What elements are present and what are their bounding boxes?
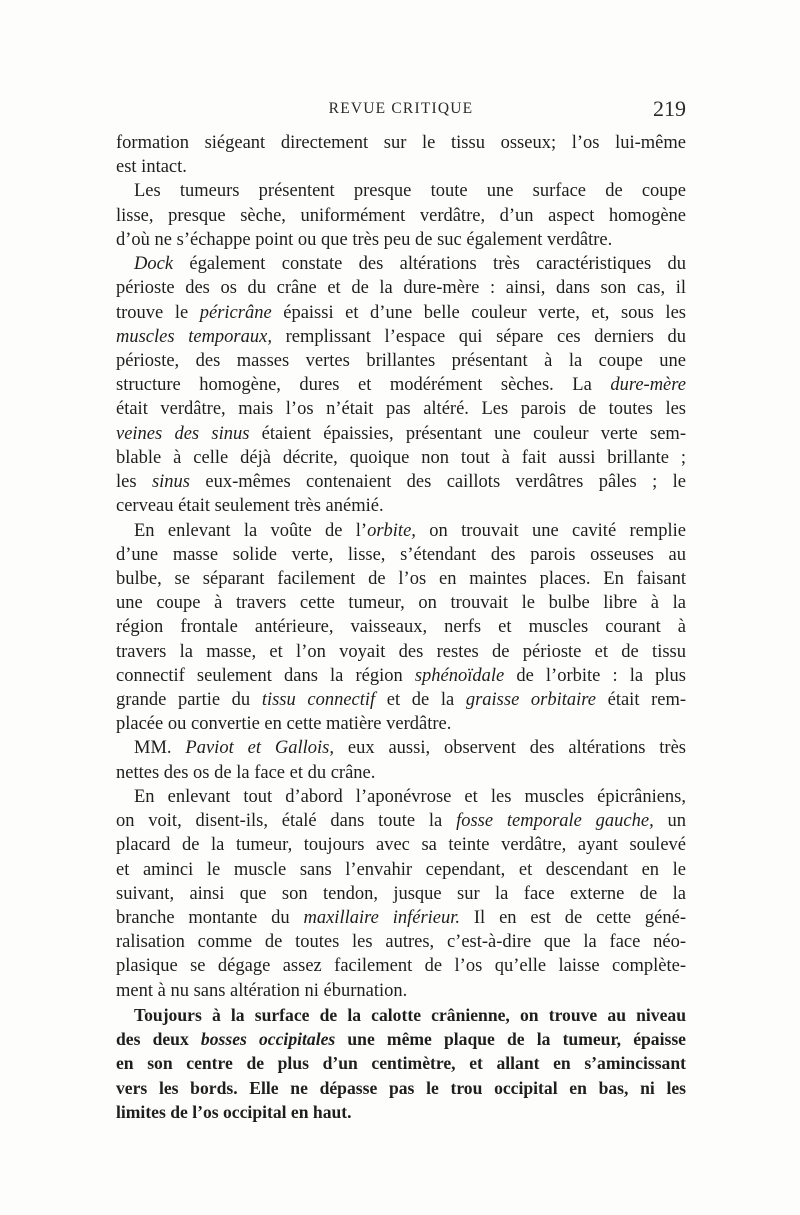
text-run: de l’orbite : la plus — [504, 665, 686, 686]
text-run: structure homogène, dures et modérément sèches. La — [116, 375, 611, 396]
italic-term: bosses occipitales — [200, 1029, 336, 1050]
text-line — [116, 349, 686, 373]
text-run: périoste des os du crâne et de la dure-mère : ainsi, dans son cas, il — [116, 278, 686, 299]
text-line — [116, 276, 686, 300]
text-run: travers la masse, et l’on voyait des restes de périoste et de tissu — [116, 641, 686, 662]
text-run: formation siégeant directement sur le tissu osseux; l’os lui-même — [116, 133, 686, 153]
italic-term: Paviot et Gallois, — [185, 738, 334, 759]
paragraph — [116, 519, 686, 737]
paragraph — [116, 131, 686, 179]
text-line — [116, 1100, 686, 1124]
text-run: branche montante du — [116, 908, 304, 928]
text-line — [116, 954, 686, 978]
italic-term: orbite, — [367, 520, 416, 541]
text-run: lisse, presque sèche, uniformément verdâtre, d’un aspect homogène — [116, 205, 686, 226]
text-run: les — [116, 472, 152, 493]
text-run: connectif seulement dans la région — [116, 665, 415, 686]
text-run: trouve le — [116, 302, 200, 323]
text-line — [116, 1003, 686, 1027]
text-run: suivant, ainsi que son tendon, jusque sur la face externe de la — [116, 883, 686, 904]
text-line — [116, 397, 686, 421]
text-line — [116, 301, 686, 325]
text-run: Il en est de cette géné- — [460, 908, 686, 928]
text-line — [116, 809, 686, 833]
text-line — [116, 591, 686, 615]
text-line — [116, 131, 686, 155]
text-line — [116, 688, 686, 712]
running-title: REVUE CRITIQUE — [328, 100, 474, 117]
text-line — [116, 882, 686, 906]
text-run: on voit, disent-ils, étalé dans toute la — [116, 811, 457, 832]
text-line — [116, 204, 686, 228]
italic-term: veines des sinus — [116, 423, 250, 444]
text-run: un — [653, 811, 686, 832]
text-run: étaient épaissies, présentant une couleur verte sem- — [249, 423, 686, 444]
paragraph — [116, 785, 686, 1003]
italic-term: muscles temporaux, — [116, 326, 272, 347]
text-line — [116, 179, 686, 203]
text-line — [116, 155, 686, 179]
italic-term: fosse temporale gauche, — [456, 811, 654, 832]
text-run: ralisation comme de toutes les autres, c’est-à-dire que la face néo- — [116, 932, 686, 953]
text-run: des deux — [116, 1029, 201, 1050]
text-run: remplissant l’espace qui sépare ces derniers du — [271, 326, 686, 347]
text-run: était rem- — [596, 690, 687, 711]
text-line — [116, 785, 686, 809]
text-line — [116, 567, 686, 591]
body-text — [116, 131, 686, 1124]
text-run: était verdâtre, mais l’os n’était pas altéré. Les parois de toutes les — [116, 399, 686, 420]
text-line — [116, 228, 686, 252]
text-line — [116, 979, 686, 1003]
text-run: région frontale antérieure, vaisseaux, nerfs et muscles courant à — [116, 617, 686, 638]
text-run: épaissi et d’une belle couleur verte, et, sous les — [271, 302, 686, 323]
text-line — [116, 930, 686, 954]
text-line — [116, 446, 686, 470]
text-run: d’une masse solide verte, lisse, s’étendant des parois osseuses au — [116, 544, 686, 565]
italic-term: péricrâne — [199, 302, 272, 323]
text-run: vers les bords. Elle ne dépasse pas le trou occipital en bas, ni les — [116, 1077, 686, 1098]
text-run: d’où ne s’échappe point ou que très peu de suc également verdâtre. — [116, 229, 613, 250]
text-line — [116, 325, 686, 349]
text-run: grande partie du — [116, 690, 262, 711]
text-run: une même plaque de la tumeur, épaisse — [335, 1029, 686, 1050]
text-line — [116, 470, 686, 494]
italic-term: sphénoïdale — [414, 665, 505, 686]
text-run: eux aussi, observent des altérations très — [333, 738, 687, 759]
paragraph — [116, 179, 686, 252]
text-run: En enlevant la voûte de l’ — [134, 520, 368, 541]
text-line — [116, 1051, 686, 1075]
text-run: est intact. — [116, 157, 187, 178]
text-line — [116, 640, 686, 664]
text-line — [116, 1076, 686, 1100]
italic-term: Dock — [134, 254, 174, 275]
text-run: Les tumeurs présentent presque toute une surface de coupe — [134, 181, 686, 202]
text-run: MM. — [134, 738, 186, 759]
italic-term: graisse orbitaire — [465, 690, 596, 711]
text-line — [116, 906, 686, 930]
text-run: et aminci le muscle sans l’envahir cependant, et descendant en le — [116, 859, 686, 880]
text-run: bulbe, se séparant facilement de l’os en maintes places. En faisant — [116, 568, 686, 589]
text-line — [116, 252, 686, 276]
italic-term: sinus — [151, 472, 190, 493]
text-line — [116, 373, 686, 397]
page-header — [116, 98, 686, 128]
text-line — [116, 712, 686, 736]
text-run: ment à nu sans altération ni éburnation. — [116, 980, 408, 1001]
text-run: périoste, des masses vertes brillantes présentant à la coupe une — [116, 350, 686, 371]
text-run: et de la — [375, 690, 466, 711]
text-run: limites de l’os occipital en haut. — [116, 1101, 352, 1122]
text-run: en son centre de plus d’un centimètre, et allant en s’amincissant — [116, 1053, 686, 1074]
text-run: blable à celle déjà décrite, quoique non tout à fait aussi brillante ; — [116, 447, 686, 468]
text-run: une coupe à travers cette tumeur, on trouvait le bulbe libre à la — [116, 593, 686, 614]
text-line — [116, 736, 686, 760]
page-number: 219 — [653, 96, 686, 121]
text-run: plasique se dégage assez facilement de l’os qu’elle laisse complète- — [116, 956, 686, 977]
paragraph — [116, 1003, 686, 1124]
text-run: nettes des os de la face et du crâne. — [116, 762, 376, 783]
text-line — [116, 664, 686, 688]
text-line — [116, 858, 686, 882]
paragraph — [116, 736, 686, 784]
text-run: placard de la tumeur, toujours avec sa teinte verdâtre, ayant soulevé — [116, 835, 686, 856]
text-run: placée ou convertie en cette matière verdâtre. — [116, 714, 452, 735]
italic-term: maxillaire inférieur. — [303, 908, 461, 928]
italic-term: dure-mère — [610, 375, 686, 396]
text-line — [116, 494, 686, 518]
text-line — [116, 615, 686, 639]
text-run: Toujours à la surface de la calotte crânienne, on trouve au niveau — [134, 1004, 686, 1025]
text-run: cerveau était seulement très anémié. — [116, 496, 384, 517]
text-run: En enlevant tout d’abord l’aponévrose et les muscles épicrâniens, — [134, 786, 686, 807]
text-run: eux-mêmes contenaient des caillots verdâtres pâles ; le — [189, 472, 686, 493]
text-line — [116, 543, 686, 567]
text-line — [116, 519, 686, 543]
text-line — [116, 422, 686, 446]
text-line — [116, 761, 686, 785]
paragraph — [116, 252, 686, 518]
text-run: également constate des altérations très caractéristiques du — [173, 254, 686, 275]
italic-term: tissu connectif — [261, 690, 376, 711]
text-line — [116, 1027, 686, 1051]
text-line — [116, 833, 686, 857]
text-run: on trouvait une cavité remplie — [415, 520, 686, 541]
